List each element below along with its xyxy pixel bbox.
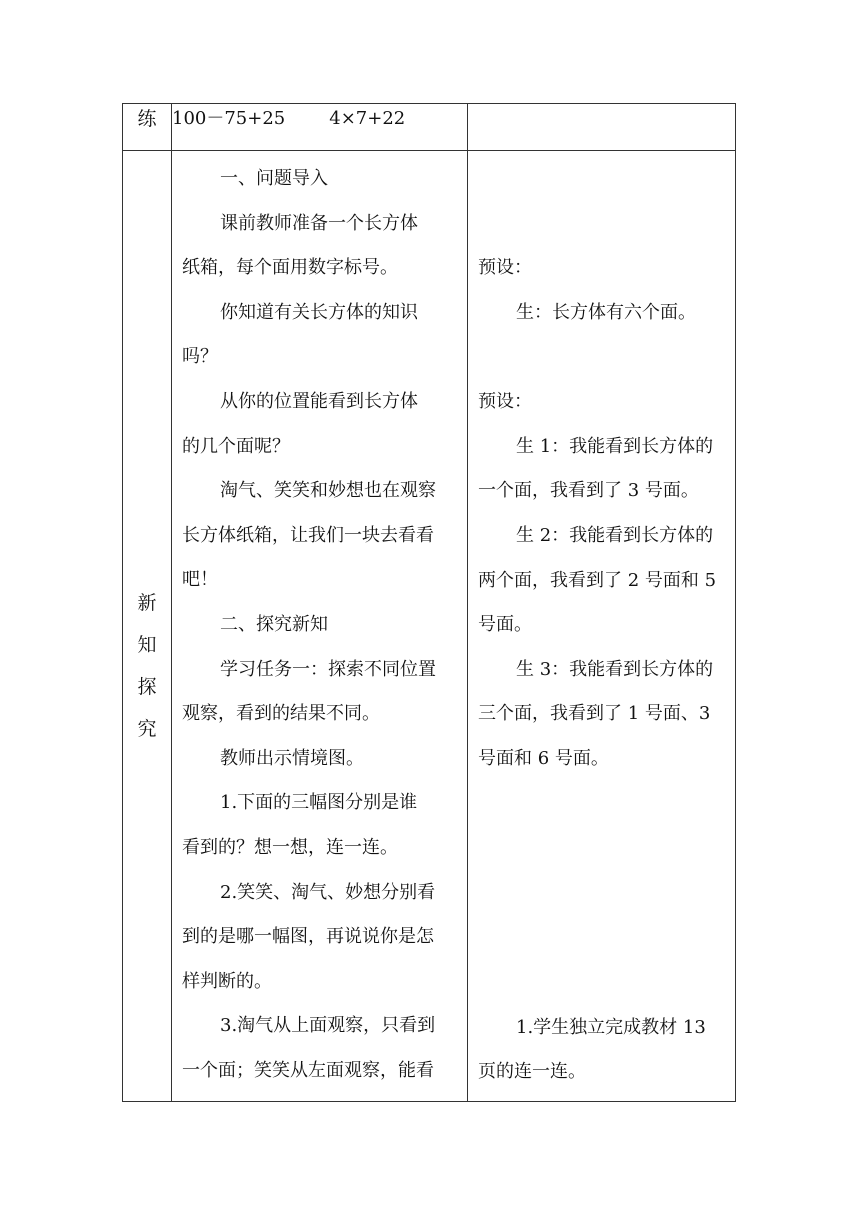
text-line: 两个面，我看到了 2 号面和 5	[478, 569, 717, 591]
practice-row	[123, 104, 736, 151]
text-line: 吧！	[182, 569, 218, 591]
text-line: 三个面，我看到了 1 号面、3	[478, 703, 711, 725]
text-line: 页的连一连。	[478, 1061, 586, 1083]
text-line: 生：长方体有六个面。	[516, 301, 696, 323]
section-label-char: 究	[137, 718, 157, 740]
text-line: 2.笑笑、淘气、妙想分别看	[220, 881, 436, 903]
expression-1: 100－75+25	[172, 108, 286, 129]
text-line: 一个面，我看到了 3 号面。	[478, 480, 699, 502]
text-line: 生 2：我能看到长方体的	[516, 524, 714, 546]
section-label-char: 知	[137, 634, 157, 656]
text-line: 3.淘气从上面观察，只看到	[220, 1015, 436, 1037]
student-activity	[468, 151, 736, 1102]
text-line: 观察，看到的结果不同。	[182, 703, 380, 725]
text-line: 吗？	[182, 346, 218, 368]
expression-2: 4×7+22	[329, 108, 406, 129]
text-line: 1.下面的三幅图分别是谁	[220, 792, 418, 814]
practice-notes	[468, 104, 736, 151]
text-line: 一个面；笑笑从左面观察，能看	[182, 1059, 434, 1081]
text-line: 看到的？想一想，连一连。	[182, 836, 398, 858]
text-line: 从你的位置能看到长方体	[220, 390, 418, 412]
lesson-table	[122, 103, 736, 1102]
text-line: 预设：	[478, 257, 532, 278]
text-line: 预设：	[478, 391, 532, 413]
section-label-char: 新	[137, 592, 157, 614]
text-line: 生 1：我能看到长方体的	[516, 435, 714, 457]
new-knowledge-row	[123, 151, 736, 1102]
text-line: 号面。	[478, 614, 532, 636]
text-line: 样判断的。	[182, 970, 272, 992]
text-line: 生 3：我能看到长方体的	[516, 658, 714, 680]
text-line: 纸箱，每个面用数字标号。	[182, 257, 398, 279]
text-line: 到的是哪一幅图，再说说你是怎	[182, 926, 434, 948]
text-line: 学习任务一：探索不同位置	[220, 658, 436, 680]
text-line: 1.学生独立完成教材 13	[516, 1016, 706, 1038]
text-line: 二、探究新知	[220, 613, 328, 635]
text-line: 你知道有关长方体的知识	[220, 301, 418, 323]
text-line: 课前教师准备一个长方体	[220, 212, 418, 234]
text-line: 的几个面呢？	[182, 435, 290, 457]
text-line: 教师出示情境图。	[220, 747, 364, 769]
text-line: 淘气、笑笑和妙想也在观察	[220, 480, 436, 502]
teaching-process	[172, 151, 468, 1102]
text-line: 长方体纸箱，让我们一块去看看	[182, 524, 434, 546]
text-line: 一、问题导入	[220, 168, 328, 189]
text-line: 号面和 6 号面。	[478, 747, 609, 769]
section-label	[123, 151, 172, 1102]
practice-expressions	[172, 104, 468, 151]
practice-label: 练	[123, 104, 172, 151]
section-label-char: 探	[137, 676, 157, 698]
